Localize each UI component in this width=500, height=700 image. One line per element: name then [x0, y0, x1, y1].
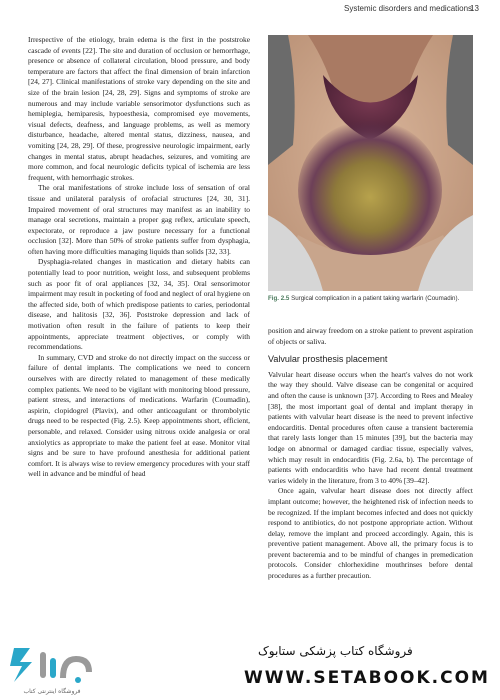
- right-column: [268, 326, 473, 582]
- paragraph: In summary, CVD and stroke do not directly impact on the success or failure of dental implants. The complications we need to concern ourselves with are directly related to management of these medically complex patients. We need to be vigilant with monitoring blood pressure, patient stress, and interactions of medications. Warfarin (Coumadin), aspirin, clopidogrel (Plavix), and other anticoagulant or thrombolytic drugs need to be respected (Fig. 2.5). Keep appointments short, efficient, personable, and relaxed. Consider using nitrous oxide analgesia or oral anxiolytics as appropriate to make the patient feel at ease. Monitor vital signs and be sure to have profound anesthesia for additional patient comfort. It is always wise to review emergency procedures with your staff well in advance and be mindful of head: [28, 352, 250, 479]
- left-column: [28, 35, 250, 480]
- store-name: فروشگاه کتاب پزشکی ستابوک: [258, 644, 413, 658]
- chapter-title: Systemic disorders and medications: [344, 4, 473, 13]
- setabook-logo: [6, 642, 96, 688]
- paragraph: Once again, valvular heart disease does not directly affect implant outcome; however, the heightened risk of infection needs to be recognized. If the implant becomes infected and does not quickly respond to antibiotics, do not postpone appropriate action. Without delay, remove the implant and proceed accordingly. Again, this is preventive patient management. Above all, the primary focus is to prevent bacteremia and to be mindful of changes in premedication protocols. Consider chlorhexidine mouthrinses before dental procedures as a further precaution.: [268, 486, 473, 581]
- paragraph: Irrespective of the etiology, brain edema is the first in the poststroke cascade of events [22]. The site and duration of occlusion or hemorrhage, presence or absence of collateral circulation, blood pressure, and body temperature are factors that affect the final dimension of brain infarction [24, 27]. Clinical manifestations of stroke vary depending on the site and size of the brain lesion [24, 28, 29]. Signs and symptoms of stroke are numerous and may include variable sensorimotor dysfunctions such as hemiplegia, hemiparesis, hypoesthesia, compromised eye movements, visual defects, deafness, and language problems, as well as memory disturbance, headache, altered mental status, dizziness, nausea, and vomiting [24, 28, 29]. Of these, progressive neurologic impairment, early changes in mental status, abrupt headaches, seizures, and vomiting are more common, and focal neurologic deficits typical of ischemia are less frequent, with hemorrhagic strokes.: [28, 35, 250, 182]
- clinical-photo: [268, 35, 473, 291]
- figure-caption-text: Surgical complication in a patient taking warfarin (Coumadin).: [291, 295, 460, 302]
- running-header: [0, 0, 500, 18]
- paragraph: The oral manifestations of stroke include loss of sensation of oral tissue and unilateral paralysis of orofacial structures [24, 30, 31]. Impaired movement of oral structures may manifest as an inability to manage oral secretions, maintain a proper gag reflex, articulate speech, expectorate, or reproduce a jaw posture necessary for a functional occlusion [32]. More than 50% of stroke patients suffer from dysphagia, often having more difficulties managing liquids than solids [32, 33].: [28, 183, 250, 256]
- watermark-footer: [0, 636, 500, 700]
- paragraph: position and airway freedom on a stroke patient to prevent aspiration of objects or saliva.: [268, 326, 473, 346]
- logo-subtitle: فروشگاه اینترنتی کتاب: [23, 688, 81, 695]
- figure-caption: [268, 295, 473, 302]
- page-number: 13: [470, 4, 479, 13]
- section-heading: Valvular prosthesis placement: [268, 354, 388, 365]
- figure-label: Fig. 2.5: [268, 295, 290, 302]
- paragraph: Dysphagia-related changes in mastication and dietary habits can potentially lead to poor nutrition, weight loss, and subsequent problems such as poor fit of oral appliances [32, 34, 35]. Oral sensorimotor impairment may result in pocketing of food and neglect of oral hygiene on the affected side, both of which predispose patients to caries, periodontal disease, and halitosis [32, 36]. Poststroke depression and lack of motivation often result in the failure of patients to keep their appointments, appreciate treatment objectives, or comply with recommendations.: [28, 257, 250, 352]
- neck-bruising-image: [268, 35, 473, 291]
- paragraph: Valvular heart disease occurs when the heart's valves do not work the way they should. Valve disease can be congenital or acquired and often the cause is unknown [37]. According to Rees and Mealey [38], the most important goal of dental and implant therapy in patients with valvular heart disease is the need to prevent infective endocarditis. Dental procedures often cause a transient bacteremia that rarely lasts longer than 15 minutes [39], but the bacteria may lodge on abnormal or damaged cardiac tissue, especially valves, which may result in endocarditis (Fig. 2.6a, b). The percentage of patients with endocarditis who have had recent dental treatment varies widely in the literature, from 3 to 40% [39–42].: [268, 369, 473, 485]
- store-url[interactable]: WWW.SETABOOK.COM: [244, 668, 490, 688]
